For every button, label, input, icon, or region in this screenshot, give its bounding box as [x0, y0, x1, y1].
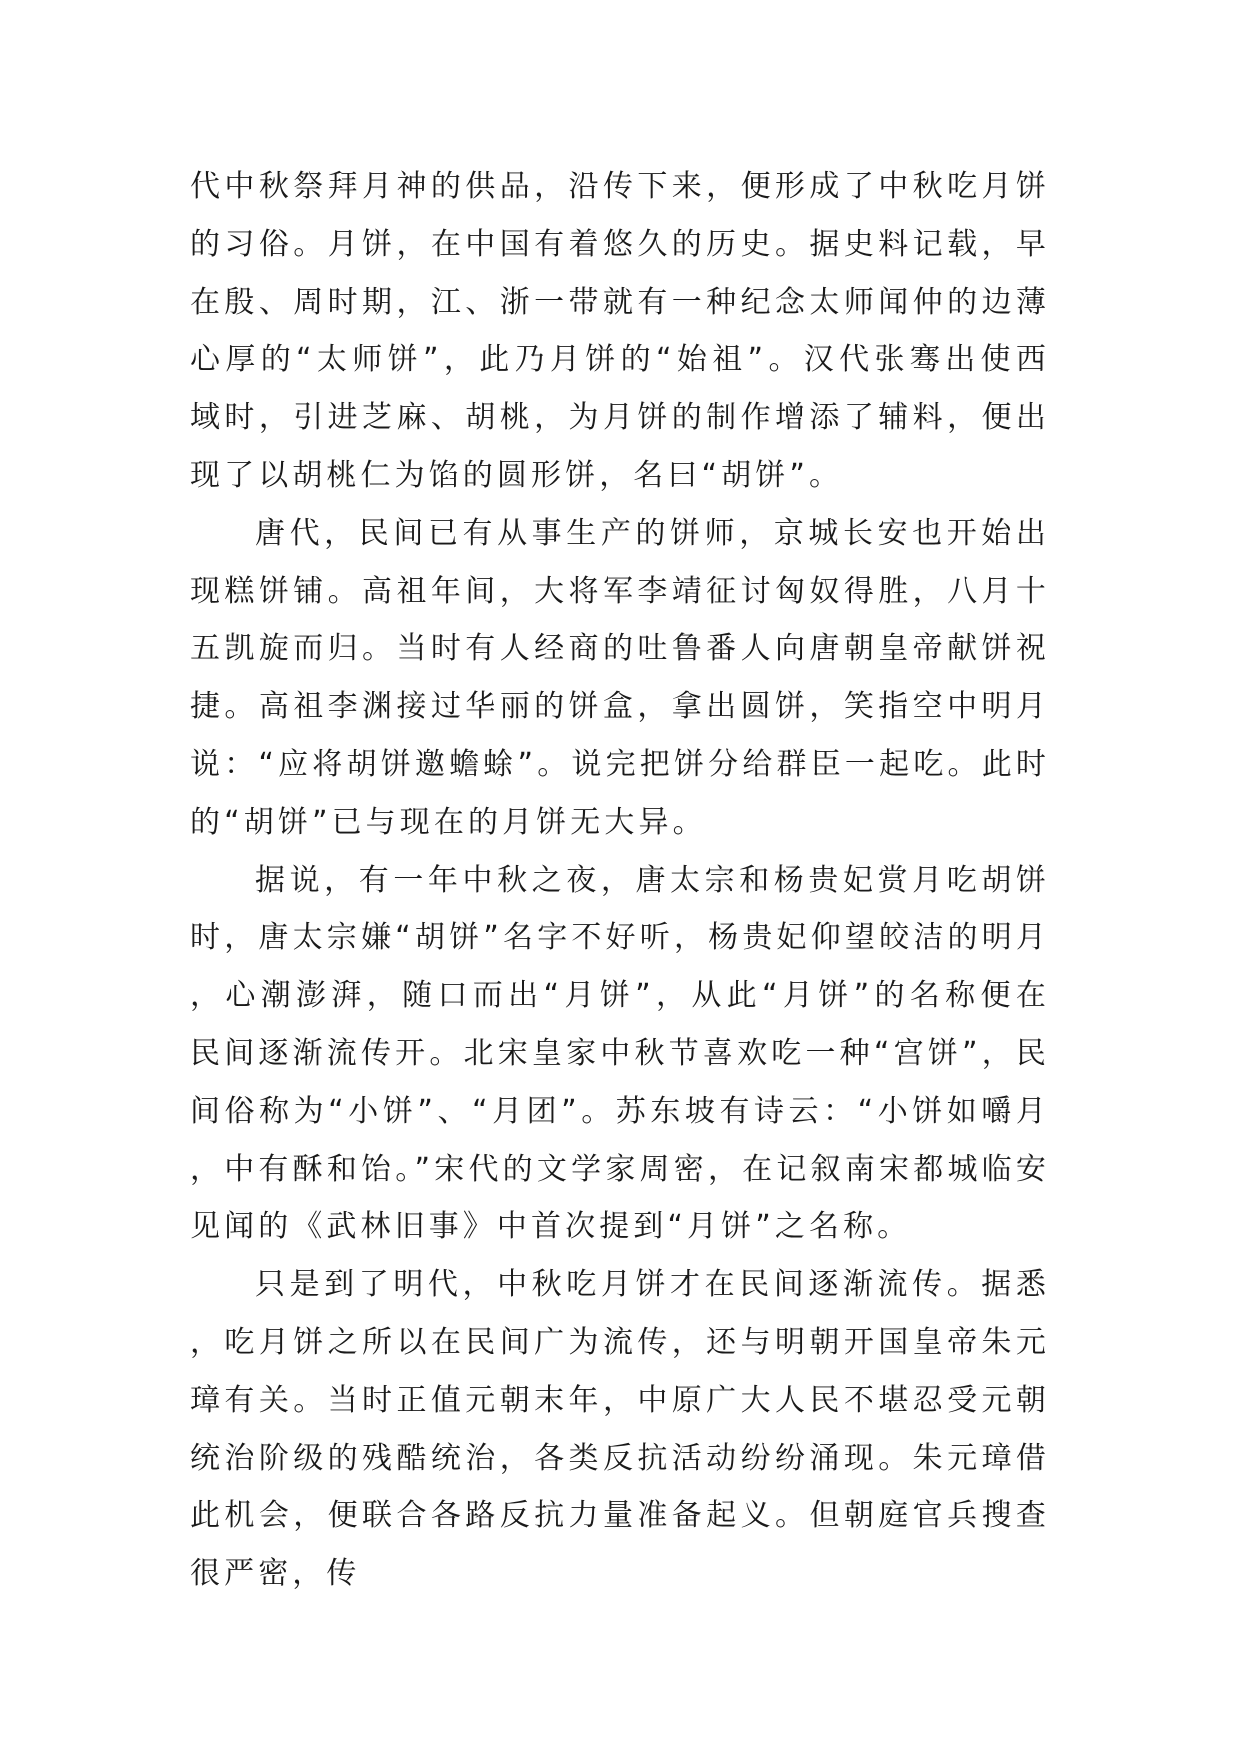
paragraph: 据说，有一年中秋之夜，唐太宗和杨贵妃赏月吃胡饼时，唐太宗嫌“胡饼”名字不好听，杨贵妃仰望皎洁的明月，心潮澎湃，随口而出“月饼”，从此“月饼”的名称便在民间逐渐流传开。北宋皇家中秋节喜欢吃一种“宫饼”，民间俗称为“小饼”、“月团”。苏东坡有诗云：“小饼如嚼月，中有酥和饴。”宋代的文学家周密，在记叙南宋都城临安见闻的《武林旧事》中首次提到“月饼”之名称。: [190, 862, 1050, 1245]
document-body: [190, 158, 1050, 1603]
paragraph: 唐代，民间已有从事生产的饼师，京城长安也开始出现糕饼铺。高祖年间，大将军李靖征讨匈奴得胜，八月十五凯旋而归。当时有人经商的吐鲁番人向唐朝皇帝献饼祝捷。高祖李渊接过华丽的饼盒，拿出圆饼，笑指空中明月说：“应将胡饼邀蟾蜍”。说完把饼分给群臣一起吃。此时的“胡饼”已与现在的月饼无大异。: [190, 515, 1050, 840]
paragraph: 代中秋祭拜月神的供品，沿传下来，便形成了中秋吃月饼的习俗。月饼，在中国有着悠久的历史。据史料记载，早在殷、周时期，江、浙一带就有一种纪念太师闻仲的边薄心厚的“太师饼”，此乃月饼的“始祖”。汉代张骞出使西域时，引进芝麻、胡桃，为月饼的制作增添了辅料，便出现了以胡桃仁为馅的圆形饼，名曰“胡饼”。: [190, 169, 1050, 493]
paragraph: 只是到了明代，中秋吃月饼才在民间逐渐流传。据悉，吃月饼之所以在民间广为流传，还与明朝开国皇帝朱元璋有关。当时正值元朝末年，中原广大人民不堪忍受元朝统治阶级的残酷统治，各类反抗活动纷纷涌现。朱元璋借此机会，便联合各路反抗力量准备起义。但朝庭官兵搜查很严密，传: [190, 1267, 1050, 1592]
